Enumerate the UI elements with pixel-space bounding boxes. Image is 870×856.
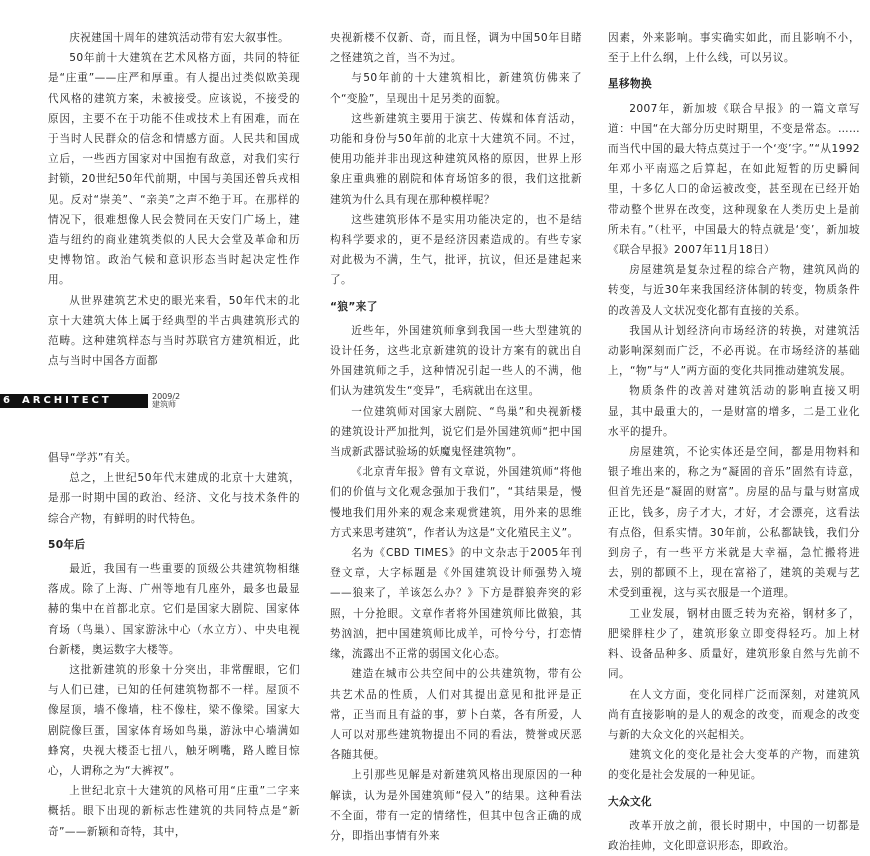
column-3 [608, 28, 860, 852]
column-2 [330, 28, 582, 842]
column-1-top [48, 28, 300, 373]
paragraph: 庆祝建国十周年的建筑活动带有宏大叙事性。 [69, 32, 290, 44]
paragraph: 总之，上世纪50年代末建成的北京十大建筑，是那一时期中国的政治、经济、文化与技术条件的综合产物，有鲜明的时代特色。 [48, 472, 300, 525]
paragraph: 这些建筑形体不是实用功能决定的，也不是结构科学要求的，更不是经济因素造成的。有些专家对此极为不满，生气，批评，抗议，但还是建起来了。 [330, 213, 582, 287]
issue-cn: 建筑师 [152, 400, 176, 409]
paragraph: 2007年，新加坡《联合早报》的一篇文章写道：中国“在大部分历史时期里，不变是常态。……而当代中国的最大特点莫过于一个‘变’字。”“从1992年邓小平南巡之后算起，在如此短暂的历史瞬间里，十多亿人口的命运被改变，甚至现在已经开始带动整个世界在改变，这种现象在人类历史上是前所未有。”（杜平，中国最大的特点就是‘变’，新加坡《联合早报》2007年11月18日） [608, 102, 860, 257]
column-1-bottom [48, 448, 300, 838]
paragraph: 建筑文化的变化是社会大变革的产物，而建筑的变化是社会发展的一种见证。 [608, 749, 860, 782]
paragraph: 上引那些见解是对新建筑风格出现原因的一种解读，认为是外国建筑师“侵入”的结果。这种看法不全面，带有一定的情绪性，但其中包含正确的成分，即指出事情有外来 [330, 769, 582, 842]
magazine-title [0, 394, 148, 408]
issue-label [152, 393, 180, 409]
paragraph: 最近，我国有一些重要的顶级公共建筑物相继落成。除了上海、广州等地有几座外，最多也最显赫的集中在首都北京。它们是国家大剧院、国家体育场（鸟巢）、国家游泳中心（水立方）、中央电视台新楼，奥运数字大楼等。 [48, 563, 300, 656]
paragraph: 央视新楼不仅新、奇，而且怪，调为中国50年目睹之怪建筑之首，当不为过。 [330, 32, 582, 65]
paragraph: 我国从计划经济向市场经济的转换，对建筑活动影响深刻而广泛，不必再说。在市场经济的基础上，“物”与“人”两方面的变化共同推动建筑发展。 [608, 324, 860, 378]
paragraph: 改革开放之前，很长时期中，中国的一切都是政治挂帅，文化即意识形态，即政治。 [608, 819, 860, 852]
paragraph: 50年前十大建筑在艺术风格方面，共同的特征是“庄重”——庄严和厚重。有人提出过类似欧美现代风格的建筑方案，未被接受。应该说，不接受的原因，主要不在于功能不佳或技术上有困难，而在于当时人民群众的信念和情感方面。人民共和国成立后，一些西方国家对中国抱有敌意，对我们实行封锁，20世纪50年代前期，中国与美国还曾兵戎相见。反对“崇美”、“亲美”之声不绝于耳。在那样的情况下，很难想像人民会赞同在天安门广场上，建造与纽约的商业建筑类似的人民大会堂及革命和历史博物馆。政治气候和意识形态当时起决定性作用。 [48, 52, 300, 287]
paragraph: 工业发展，钢材由匮乏转为充裕，钢材多了，肥梁胖柱少了，建筑形象立即变得轻巧。加上材料、设备品种多、质量好，建筑形象自然与先前不同。 [608, 607, 860, 681]
paragraph: 与50年前的十大建筑相比，新建筑仿佛来了个“变脸”，呈现出十足另类的面貌。 [330, 72, 582, 105]
paragraph: 名为《CBD TIMES》的中文杂志于2005年刊登文章，大字标题是《外国建筑设计师强势入境——狼来了，羊该怎么办？》下方是群狼奔突的彩照，十分抢眼。文章作者将外国建筑师比做狼，其势汹汹，把中国建筑师比成羊，可怜兮兮，打恋情缘，流露出不正常的弱国文化心态。 [330, 547, 582, 661]
paragraph: 房屋建筑是复杂过程的综合产物，建筑风尚的转变，与近30年来我国经济体制的转变，物质条件的改善及人文状况变化都有直接的关系。 [608, 264, 860, 317]
section-heading: 大众文化 [608, 795, 652, 808]
paragraph: 近些年，外国建筑师拿到我国一些大型建筑的设计任务，这些北京新建筑的设计方案有的就出自外国建筑师之手，这种情况引起一些人的不满，他们认为建筑发生“变异”，毛病就出在这里。 [330, 324, 582, 398]
paragraph: 上世纪北京十大建筑的风格可用“庄重”二字来概括。眼下出现的新标志性建筑的共同特点是“新奇”——新颖和奇特，其中， [48, 785, 300, 838]
issue-number: 2009/2 [152, 392, 181, 401]
section-heading: 50年后 [48, 538, 86, 551]
section-heading: 星移物换 [608, 78, 652, 91]
paragraph: 这批新建筑的形象十分突出，非常醒眼，它们与人们已建，已知的任何建筑物都不一样。屋顶不像屋顶，墙不像墙，柱不像柱，梁不像梁。国家大剧院像巨蛋，国家体育场如鸟巢，游泳中心墙满如蜂窝，央视大楼歪七扭八，触牙咧嘴，路人瞠目惊心，人谓称之为“大裤衩”。 [48, 664, 300, 778]
paragraph: 一位建筑师对国家大剧院、“鸟巢”和央视新楼的建筑设计严加批判，说它们是外国建筑师“把中国当成新武器试验场的妖魔鬼怪建筑物”。 [330, 405, 582, 459]
paragraph: 物质条件的改善对建筑活动的影响直接又明显，其中最重大的，一是财富的增多，二是工业化水平的提升。 [608, 385, 860, 438]
paragraph: 因素，外来影响。事实确实如此，而且影响不小，至于上什么纲，上什么线，可以另议。 [608, 32, 860, 65]
paragraph: 建造在城市公共空间中的公共建筑物，带有公共艺术品的性质，人们对其提出意见和批评是正常，正当而且有益的事，萝卜白菜，各有所爱，人人可以对那些建筑物提出不同的看法，赞誉或厌恶各随其便。 [330, 668, 582, 762]
paragraph: 在人文方面，变化同样广泛而深刻，对建筑风尚有直接影响的是人的观念的改变，而观念的改变与新的大众文化的兴起相关。 [608, 688, 860, 741]
magazine-name: ARCHITECT [22, 395, 112, 406]
section-heading: “狼”来了 [330, 300, 378, 313]
paragraph: 《北京青年报》曾有文章说，外国建筑师“将他们的价值与文化观念强加于我们”，“其结果是，慢慢地我们用外来的观念来观赏建筑，用外来的思维方式来思考建筑”，作者认为这是“文化殖民主义”。 [330, 466, 582, 539]
paragraph: 这些新建筑主要用于演艺、传媒和体育活动，功能和身份与50年前的北京十大建筑不同。不过，使用功能并非出现这种建筑风格的原因，世界上形象庄重典雅的剧院和体育场馆多的很，我们这批新建筑为什么具有现在那种模样呢？ [330, 112, 582, 206]
page-number: 6 [3, 395, 10, 406]
paragraph: 倡导“学苏”有关。 [48, 452, 137, 464]
paragraph: 从世界建筑艺术史的眼光来看，50年代末的北京十大建筑大体上属于经典型的半古典建筑形式的范畴。这种建筑样态与当时苏联官方建筑相近，此点与当时中国各方面都 [48, 294, 300, 368]
paragraph: 房屋建筑，不论实体还是空间，都是用物料和银子堆出来的，称之为“凝固的音乐”固然有诗意，但首先还是“凝固的财富”。房屋的品与量与财富成正比，钱多，房子才大，才好，才会漂亮，这看法有点俗，但系实情。30年前，公私都缺钱，我们分到房子，有一些平方米就是大幸福，急忙搬将进去，别的都顾不上，现在富裕了，建筑的美观与艺术受到重视，这与买衣服是一个道理。 [608, 446, 860, 600]
